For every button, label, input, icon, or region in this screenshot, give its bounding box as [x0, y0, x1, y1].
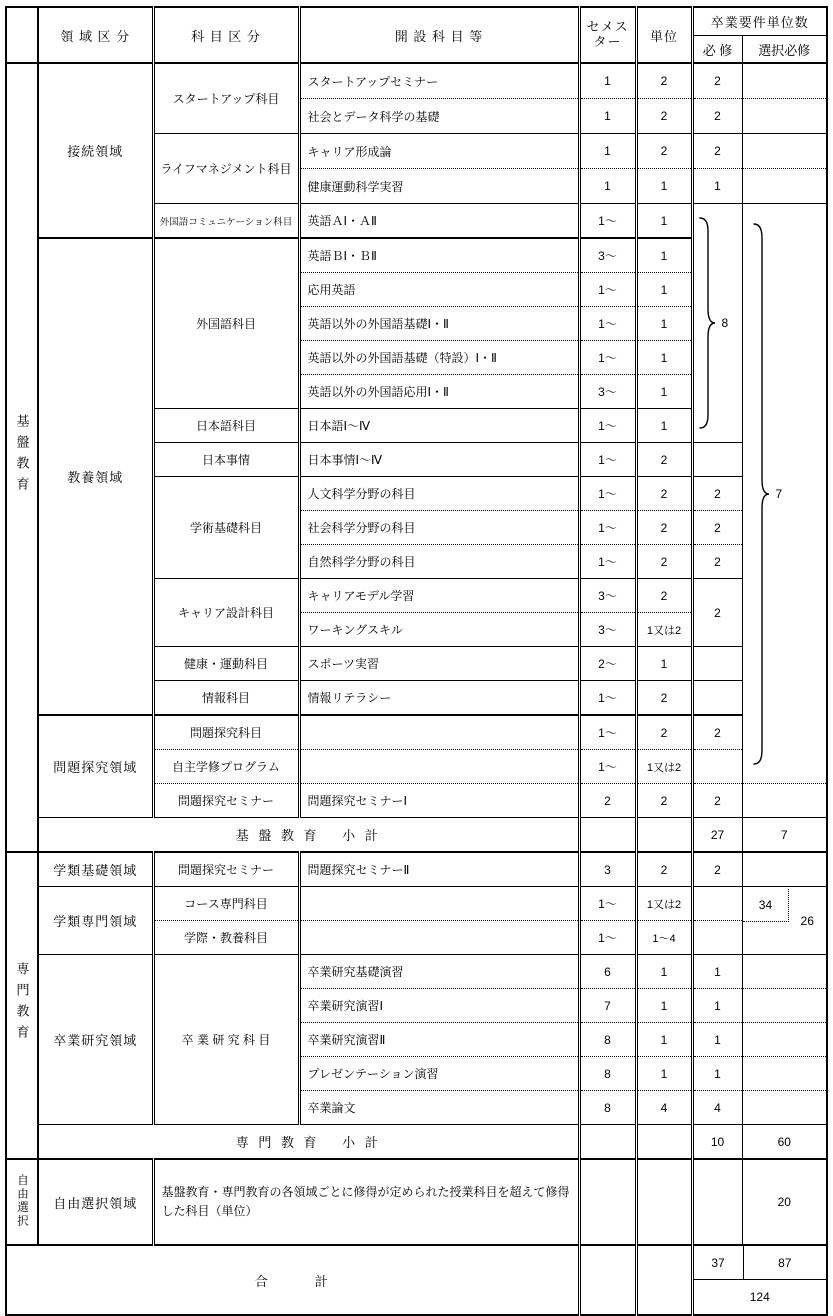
credits-cell: 2: [636, 63, 692, 99]
corner-cell: [6, 7, 38, 63]
elective-cell: [742, 134, 827, 169]
semester-cell: 3～: [579, 579, 636, 613]
grand-total-cell: [692, 1245, 827, 1315]
semester-cell: 7: [579, 989, 636, 1023]
credits-cell: 2: [636, 511, 692, 545]
header-elective: 選択必修: [742, 36, 827, 64]
subtotal-specialized-required: 10: [692, 1125, 742, 1160]
credits-cell: 1～4: [636, 921, 692, 955]
section-free-label: 自由選択: [16, 1173, 28, 1228]
grand-total-label: 合 計: [6, 1245, 579, 1315]
header-semester: [579, 7, 636, 63]
free-selection-description: 基盤教育・専門教育の各領域ごとに修得が定められた授業科目を超えて修得した科目（単位）: [153, 1159, 579, 1245]
semester-cell: 1～: [579, 681, 636, 716]
course-cell: [299, 887, 579, 921]
required-cell: 1: [692, 1023, 742, 1057]
credits-cell: [636, 818, 692, 853]
credits-cell: 1: [636, 989, 692, 1023]
credits-cell: 1: [636, 409, 692, 443]
required-cell: 1: [692, 169, 742, 204]
semester-cell: 1～: [579, 750, 636, 784]
semester-cell: 1: [579, 63, 636, 99]
required-cell: [692, 681, 742, 716]
section-foundation: [6, 63, 38, 852]
area-class-special: 学類専門領域: [38, 887, 153, 955]
course-cell: [299, 921, 579, 955]
required-cell: 2: [692, 134, 742, 169]
credits-cell: 1: [636, 955, 692, 989]
course-cell: 英語以外の外国語応用Ⅰ・Ⅱ: [299, 375, 579, 409]
area-connection: 接続領域: [38, 63, 153, 238]
semester-cell: 3: [579, 852, 636, 887]
course-cell: 日本語Ⅰ～Ⅳ: [299, 409, 579, 443]
elective-cell: [742, 784, 827, 818]
credits-cell: [636, 1159, 692, 1245]
semester-cell: 1～: [579, 477, 636, 511]
elective-cell: [742, 99, 827, 134]
required-cell: 2: [692, 99, 742, 134]
credits-cell: 1: [636, 1023, 692, 1057]
area-class-basic: 学類基礎領域: [38, 852, 153, 887]
elective-group-value: 7: [775, 486, 783, 501]
semester-cell: [579, 818, 636, 853]
semester-cell: [579, 1159, 636, 1245]
semester-cell: 6: [579, 955, 636, 989]
course-cell: 社会科学分野の科目: [299, 511, 579, 545]
header-course: 開 設 科 目 等: [299, 7, 579, 63]
semester-cell: 3～: [579, 375, 636, 409]
subtotal-foundation-label: 基 盤 教 育 小 計: [38, 818, 579, 853]
course-cell: [299, 750, 579, 784]
category-foreign-communication: 外国語コミュニケーション科目: [153, 204, 299, 239]
section-specialized-label: 専門教育: [14, 962, 30, 1046]
header-credits: 単位: [636, 7, 692, 63]
course-cell: [299, 715, 579, 750]
category-career-design: キャリア設計科目: [153, 579, 299, 647]
required-cell: 2: [692, 852, 742, 887]
semester-cell: 1～: [579, 409, 636, 443]
semester-cell: 1～: [579, 273, 636, 307]
required-cell: 2: [692, 545, 742, 579]
credits-cell: [636, 1245, 692, 1315]
semester-cell: 1～: [579, 715, 636, 750]
required-cell: 2: [692, 715, 742, 750]
course-cell: 英語ＡⅠ・ＡⅡ: [299, 204, 579, 239]
course-cell: 英語以外の外国語基礎（特設）Ⅰ・Ⅱ: [299, 341, 579, 375]
course-cell: スタートアップセミナー: [299, 63, 579, 99]
course-cell: 卒業研究演習Ⅱ: [299, 1023, 579, 1057]
header-grad-req: 卒業要件単位数: [692, 7, 827, 36]
elective-cell: [742, 1023, 827, 1057]
category-self-study: 自主学修プログラム: [153, 750, 299, 784]
course-cell: プレゼンテーション演習: [299, 1057, 579, 1091]
course-cell: 健康運動科学実習: [299, 169, 579, 204]
header-area: 領 域 区 分: [38, 7, 153, 63]
required-cell: 1: [692, 1057, 742, 1091]
credits-cell: 1又は2: [636, 887, 692, 921]
elective-cell: [742, 989, 827, 1023]
credits-cell: 2: [636, 477, 692, 511]
course-cell: 英語以外の外国語基礎Ⅰ・Ⅱ: [299, 307, 579, 341]
elective-class-special-value: 26: [800, 913, 814, 928]
credits-cell: 2: [636, 545, 692, 579]
header-semester-line1: セメス: [586, 19, 629, 35]
header-required: 必 修: [692, 36, 742, 64]
credits-cell: 1: [636, 341, 692, 375]
elective-nested-cell: [742, 887, 827, 955]
course-cell: スポーツ実習: [299, 647, 579, 681]
elective-course-specialized-value: 34: [743, 889, 790, 922]
credits-cell: 1: [636, 169, 692, 204]
elective-group-cell: [742, 204, 827, 784]
section-free: [6, 1159, 38, 1245]
grand-total-overall: 124: [749, 1290, 770, 1304]
subtotal-specialized-label: 専 門 教 育 小 計: [38, 1125, 579, 1160]
credits-cell: 2: [636, 99, 692, 134]
credits-cell: 1: [636, 375, 692, 409]
semester-cell: 1: [579, 99, 636, 134]
required-group-value: 8: [721, 316, 729, 330]
credits-cell: 1: [636, 647, 692, 681]
semester-cell: 8: [579, 1023, 636, 1057]
required-cell: [692, 921, 742, 955]
course-cell: キャリア形成論: [299, 134, 579, 169]
credits-cell: 2: [636, 134, 692, 169]
credits-cell: 1: [636, 1057, 692, 1091]
semester-cell: [579, 1125, 636, 1160]
section-foundation-label: 基盤教育: [14, 414, 30, 498]
credits-cell: [636, 1125, 692, 1160]
course-cell: 社会とデータ科学の基礎: [299, 99, 579, 134]
semester-cell: 2～: [579, 647, 636, 681]
header-category: 科 目 区 分: [153, 7, 299, 63]
course-cell: 問題探究セミナーⅠ: [299, 784, 579, 818]
category-inquiry-seminar-2: 問題探究セミナー: [153, 852, 299, 887]
curly-brace-icon: [751, 222, 771, 766]
semester-cell: 1～: [579, 307, 636, 341]
category-japanese-language: 日本語科目: [153, 409, 299, 443]
credits-cell: 1: [636, 307, 692, 341]
course-cell: 英語ＢⅠ・ＢⅡ: [299, 238, 579, 273]
subtotal-foundation-required: 27: [692, 818, 742, 853]
section-specialized: [6, 852, 38, 1159]
elective-cell: [742, 169, 827, 204]
course-cell: 卒業研究演習Ⅰ: [299, 989, 579, 1023]
free-selection-elective: 20: [742, 1159, 827, 1245]
elective-cell: [742, 1057, 827, 1091]
required-cell: 1: [692, 989, 742, 1023]
category-inquiry-subject: 問題探究科目: [153, 715, 299, 750]
credits-cell: 2: [636, 852, 692, 887]
required-group-cell: [692, 204, 742, 443]
required-cell: [692, 443, 742, 477]
course-cell: 情報リテラシー: [299, 681, 579, 716]
category-information: 情報科目: [153, 681, 299, 716]
category-graduation-research: 卒 業 研 究 科 目: [153, 955, 299, 1125]
semester-cell: 3～: [579, 238, 636, 273]
semester-cell: 1～: [579, 921, 636, 955]
semester-cell: 8: [579, 1057, 636, 1091]
semester-cell: 1～: [579, 204, 636, 239]
curly-brace-icon: [697, 216, 717, 430]
semester-cell: 1～: [579, 887, 636, 921]
credits-cell: 1: [636, 204, 692, 239]
required-cell: [692, 750, 742, 784]
credits-cell: 1: [636, 238, 692, 273]
required-cell: 2: [692, 63, 742, 99]
credits-cell: 4: [636, 1091, 692, 1125]
required-cell: 2: [692, 784, 742, 818]
elective-cell: [742, 955, 827, 989]
required-cell: [692, 887, 742, 921]
course-cell: 応用英語: [299, 273, 579, 307]
grand-total-required: 37: [694, 1246, 744, 1280]
category-health-sports: 健康・運動科目: [153, 647, 299, 681]
required-cell: [692, 1159, 742, 1245]
category-japan-affairs: 日本事情: [153, 443, 299, 477]
area-liberal: 教養領域: [38, 238, 153, 715]
required-cell: 4: [692, 1091, 742, 1125]
required-cell: [692, 647, 742, 681]
required-cell: 2: [692, 511, 742, 545]
category-academic-basic: 学術基礎科目: [153, 477, 299, 579]
category-inquiry-seminar: 問題探究セミナー: [153, 784, 299, 818]
area-grad-research: 卒業研究領域: [38, 955, 153, 1125]
course-cell: 人文科学分野の科目: [299, 477, 579, 511]
semester-cell: [579, 1245, 636, 1315]
credits-cell: 1又は2: [636, 613, 692, 647]
credits-cell: 2: [636, 784, 692, 818]
semester-cell: 3～: [579, 613, 636, 647]
credits-cell: 2: [636, 579, 692, 613]
category-interdisciplinary: 学際・教養科目: [153, 921, 299, 955]
semester-cell: 1: [579, 134, 636, 169]
elective-cell: [742, 1091, 827, 1125]
semester-cell: 1～: [579, 545, 636, 579]
semester-cell: 1～: [579, 341, 636, 375]
semester-cell: 1～: [579, 511, 636, 545]
course-cell: 日本事情Ⅰ～Ⅳ: [299, 443, 579, 477]
required-cell: 2: [692, 477, 742, 511]
required-merged-cell: 2: [692, 579, 742, 647]
elective-cell: [742, 852, 827, 887]
credits-cell: 1又は2: [636, 750, 692, 784]
credits-cell: 2: [636, 443, 692, 477]
semester-cell: 8: [579, 1091, 636, 1125]
category-course-specialized: コース専門科目: [153, 887, 299, 921]
area-inquiry: 問題探究領域: [38, 715, 153, 818]
course-cell: 自然科学分野の科目: [299, 545, 579, 579]
subtotal-specialized-elective: 60: [742, 1125, 827, 1160]
course-cell: 卒業論文: [299, 1091, 579, 1125]
required-cell: 1: [692, 955, 742, 989]
credits-cell: 2: [636, 715, 692, 750]
credits-cell: 1: [636, 273, 692, 307]
course-cell: 卒業研究基礎演習: [299, 955, 579, 989]
course-cell: ワーキングスキル: [299, 613, 579, 647]
semester-cell: 1: [579, 169, 636, 204]
course-cell: 問題探究セミナーⅡ: [299, 852, 579, 887]
category-life-management: ライフマネジメント科目: [153, 134, 299, 204]
category-startup: スタートアップ科目: [153, 63, 299, 134]
area-free-choice: 自由選択領域: [38, 1159, 153, 1245]
grand-total-elective: 87: [744, 1246, 827, 1280]
semester-cell: 1～: [579, 443, 636, 477]
header-semester-line2: ター: [593, 34, 622, 49]
curriculum-table: [5, 6, 828, 1316]
category-foreign-language: 外国語科目: [153, 238, 299, 409]
subtotal-foundation-elective: 7: [742, 818, 827, 853]
semester-cell: 2: [579, 784, 636, 818]
elective-cell: [742, 63, 827, 99]
credits-cell: 2: [636, 681, 692, 716]
course-cell: キャリアモデル学習: [299, 579, 579, 613]
